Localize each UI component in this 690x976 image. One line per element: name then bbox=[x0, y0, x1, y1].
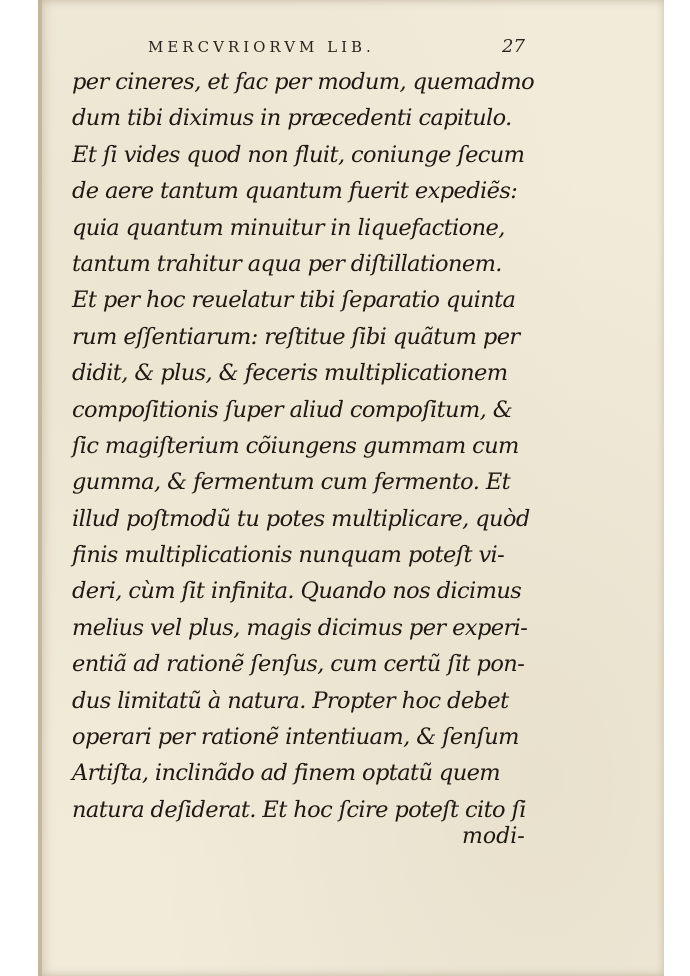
text-line: melius vel plus, magis dicimus per experi- bbox=[72, 614, 528, 641]
text-line: illud poſtmodũ tu potes multiplicare, quòd bbox=[72, 505, 530, 532]
text-line: tantum trahitur aqua per diſtillationem. bbox=[72, 250, 502, 277]
text-line: per cineres, et fac per modum, quemadmo bbox=[72, 69, 535, 95]
text-line: compoſitionis ſuper aliud compoſitum, & bbox=[72, 396, 513, 423]
page-number: 27 bbox=[502, 36, 525, 57]
text-line: entiã ad rationẽ ſenſus, cum certũ ſit pon- bbox=[72, 651, 525, 678]
running-head: MERCVRIORVM LIB. bbox=[148, 38, 375, 56]
text-line: rum eſſentiarum: reſtitue ſibi quãtum per bbox=[72, 323, 520, 350]
text-line: de aere tantum quantum fuerit expediẽs: bbox=[72, 178, 518, 205]
text-line: ſic magiſterium cõiungens gummam cum bbox=[72, 432, 519, 459]
text-line: finis multiplicationis nunquam poteſt vi- bbox=[72, 542, 505, 569]
text-line: operari per rationẽ intentiuam, & ſenſum bbox=[72, 724, 519, 751]
text-line: natura deſiderat. Et hoc ſcire poteſt cito ſi bbox=[72, 796, 526, 823]
text-line: dus limitatũ à natura. Propter hoc debet bbox=[72, 687, 509, 714]
catchword: modi- bbox=[462, 824, 525, 849]
text-line: quia quantum minuitur in liquefactione, bbox=[72, 214, 505, 241]
text-line: gumma, & fermentum cum fermento. Et bbox=[72, 469, 511, 496]
page-gutter bbox=[38, 0, 42, 976]
body-text bbox=[72, 64, 542, 828]
text-line: deri, cùm ſit infinita. Quando nos dicimus bbox=[72, 578, 522, 605]
text-line: Et per hoc reuelatur tibi ſeparatio quinta bbox=[72, 287, 516, 314]
text-line: dum tibi diximus in præcedenti capitulo. bbox=[72, 105, 512, 132]
text-line: Artiſta, inclinãdo ad finem optatũ quem bbox=[72, 760, 501, 787]
text-line: didit, & plus, & feceris multiplicationem bbox=[72, 360, 508, 387]
text-line: Et ſi vides quod non fluit, coniunge ſecum bbox=[72, 141, 525, 168]
